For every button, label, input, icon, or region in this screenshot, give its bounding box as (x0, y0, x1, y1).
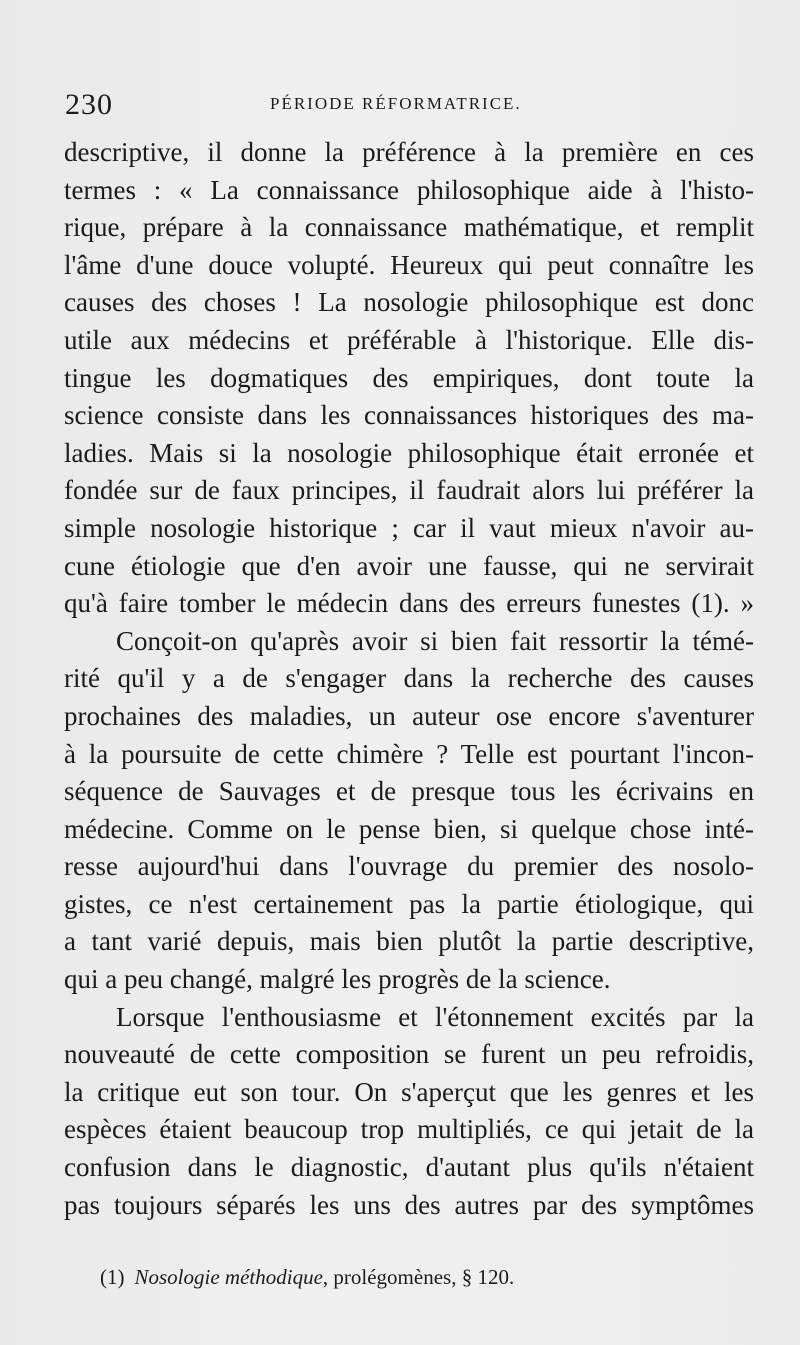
text-line: Conçoit-on qu'après avoir si bien fait ressortir la témé- (116, 625, 754, 656)
text-line: pas toujours séparés les uns des autres par des symptômes (64, 1189, 754, 1220)
text-line: simple nosologie historique ; car il vaut mieux n'avoir au- (64, 512, 754, 543)
text-line: ladies. Mais si la nosologie philosophique était erronée et (64, 437, 754, 468)
text-line: a tant varié depuis, mais bien plutôt la partie descriptive, (64, 926, 754, 957)
text-line: gistes, ce n'est certainement pas la partie étiologique, qui (64, 888, 754, 919)
text-line: espèces étaient beaucoup trop multipliés, ce qui jetait de la (64, 1114, 754, 1145)
text-line: à la poursuite de cette chimère ? Telle est pourtant l'incon- (64, 738, 754, 769)
text-line: termes : « La connaissance philosophique aide à l'histo- (64, 174, 754, 205)
text-line: tingue les dogmatiques des empiriques, dont toute la (64, 362, 754, 393)
text-line: rité qu'il y a de s'engager dans la recherche des causes (64, 663, 754, 694)
text-line: resse aujourd'hui dans l'ouvrage du premier des nosolo- (64, 851, 754, 882)
page-number: 230 (65, 88, 113, 121)
text-line: qu'à faire tomber le médecin dans des erreurs funestes (1). » (64, 588, 754, 619)
text-line: cune étiologie que d'en avoir une fausse, qui ne servirait (64, 550, 754, 581)
paragraph-1 (64, 134, 754, 623)
text-line: science consiste dans les connaissances historiques des ma- (64, 400, 754, 431)
footnote-text: , prolégomènes, § 120. (322, 1265, 515, 1289)
text-line: fondée sur de faux principes, il faudrait alors lui préférer la (64, 475, 754, 506)
running-title: PÉRIODE RÉFORMATRICE. (270, 94, 522, 113)
text-line: Lorsque l'enthousiasme et l'étonnement excités par la (116, 1001, 754, 1032)
footnote-mark: (1) (100, 1265, 125, 1289)
body-text (64, 134, 754, 1224)
text-line: nouveauté de cette composition se furent un peu refroidis, (64, 1039, 754, 1070)
text-line: médecine. Comme on le pense bien, si quelque chose inté- (64, 813, 754, 844)
footnote (100, 1265, 700, 1290)
text-line: utile aux médecins et préférable à l'historique. Elle dis- (64, 324, 754, 355)
text-line: la critique eut son tour. On s'aperçut que les genres et les (64, 1076, 754, 1107)
text-line: l'âme d'une douce volupté. Heureux qui peut connaître les (64, 249, 754, 280)
text-line: descriptive, il donne la préférence à la première en ces (64, 137, 754, 167)
footnote-title: Nosologie méthodique (134, 1265, 323, 1289)
text-line: confusion dans le diagnostic, d'autant plus qu'ils n'étaient (64, 1152, 754, 1183)
text-line: rique, prépare à la connaissance mathématique, et remplit (64, 212, 754, 243)
page-header (65, 88, 755, 128)
text-line: prochaines des maladies, un auteur ose encore s'aventurer (64, 700, 754, 731)
text-line: séquence de Sauvages et de presque tous les écrivains en (64, 776, 754, 807)
text-line: causes des choses ! La nosologie philosophique est donc (64, 287, 754, 318)
text-line: qui a peu changé, malgré les progrès de la science. (64, 964, 611, 995)
paragraph-3 (64, 999, 754, 1225)
paragraph-2 (64, 623, 754, 999)
